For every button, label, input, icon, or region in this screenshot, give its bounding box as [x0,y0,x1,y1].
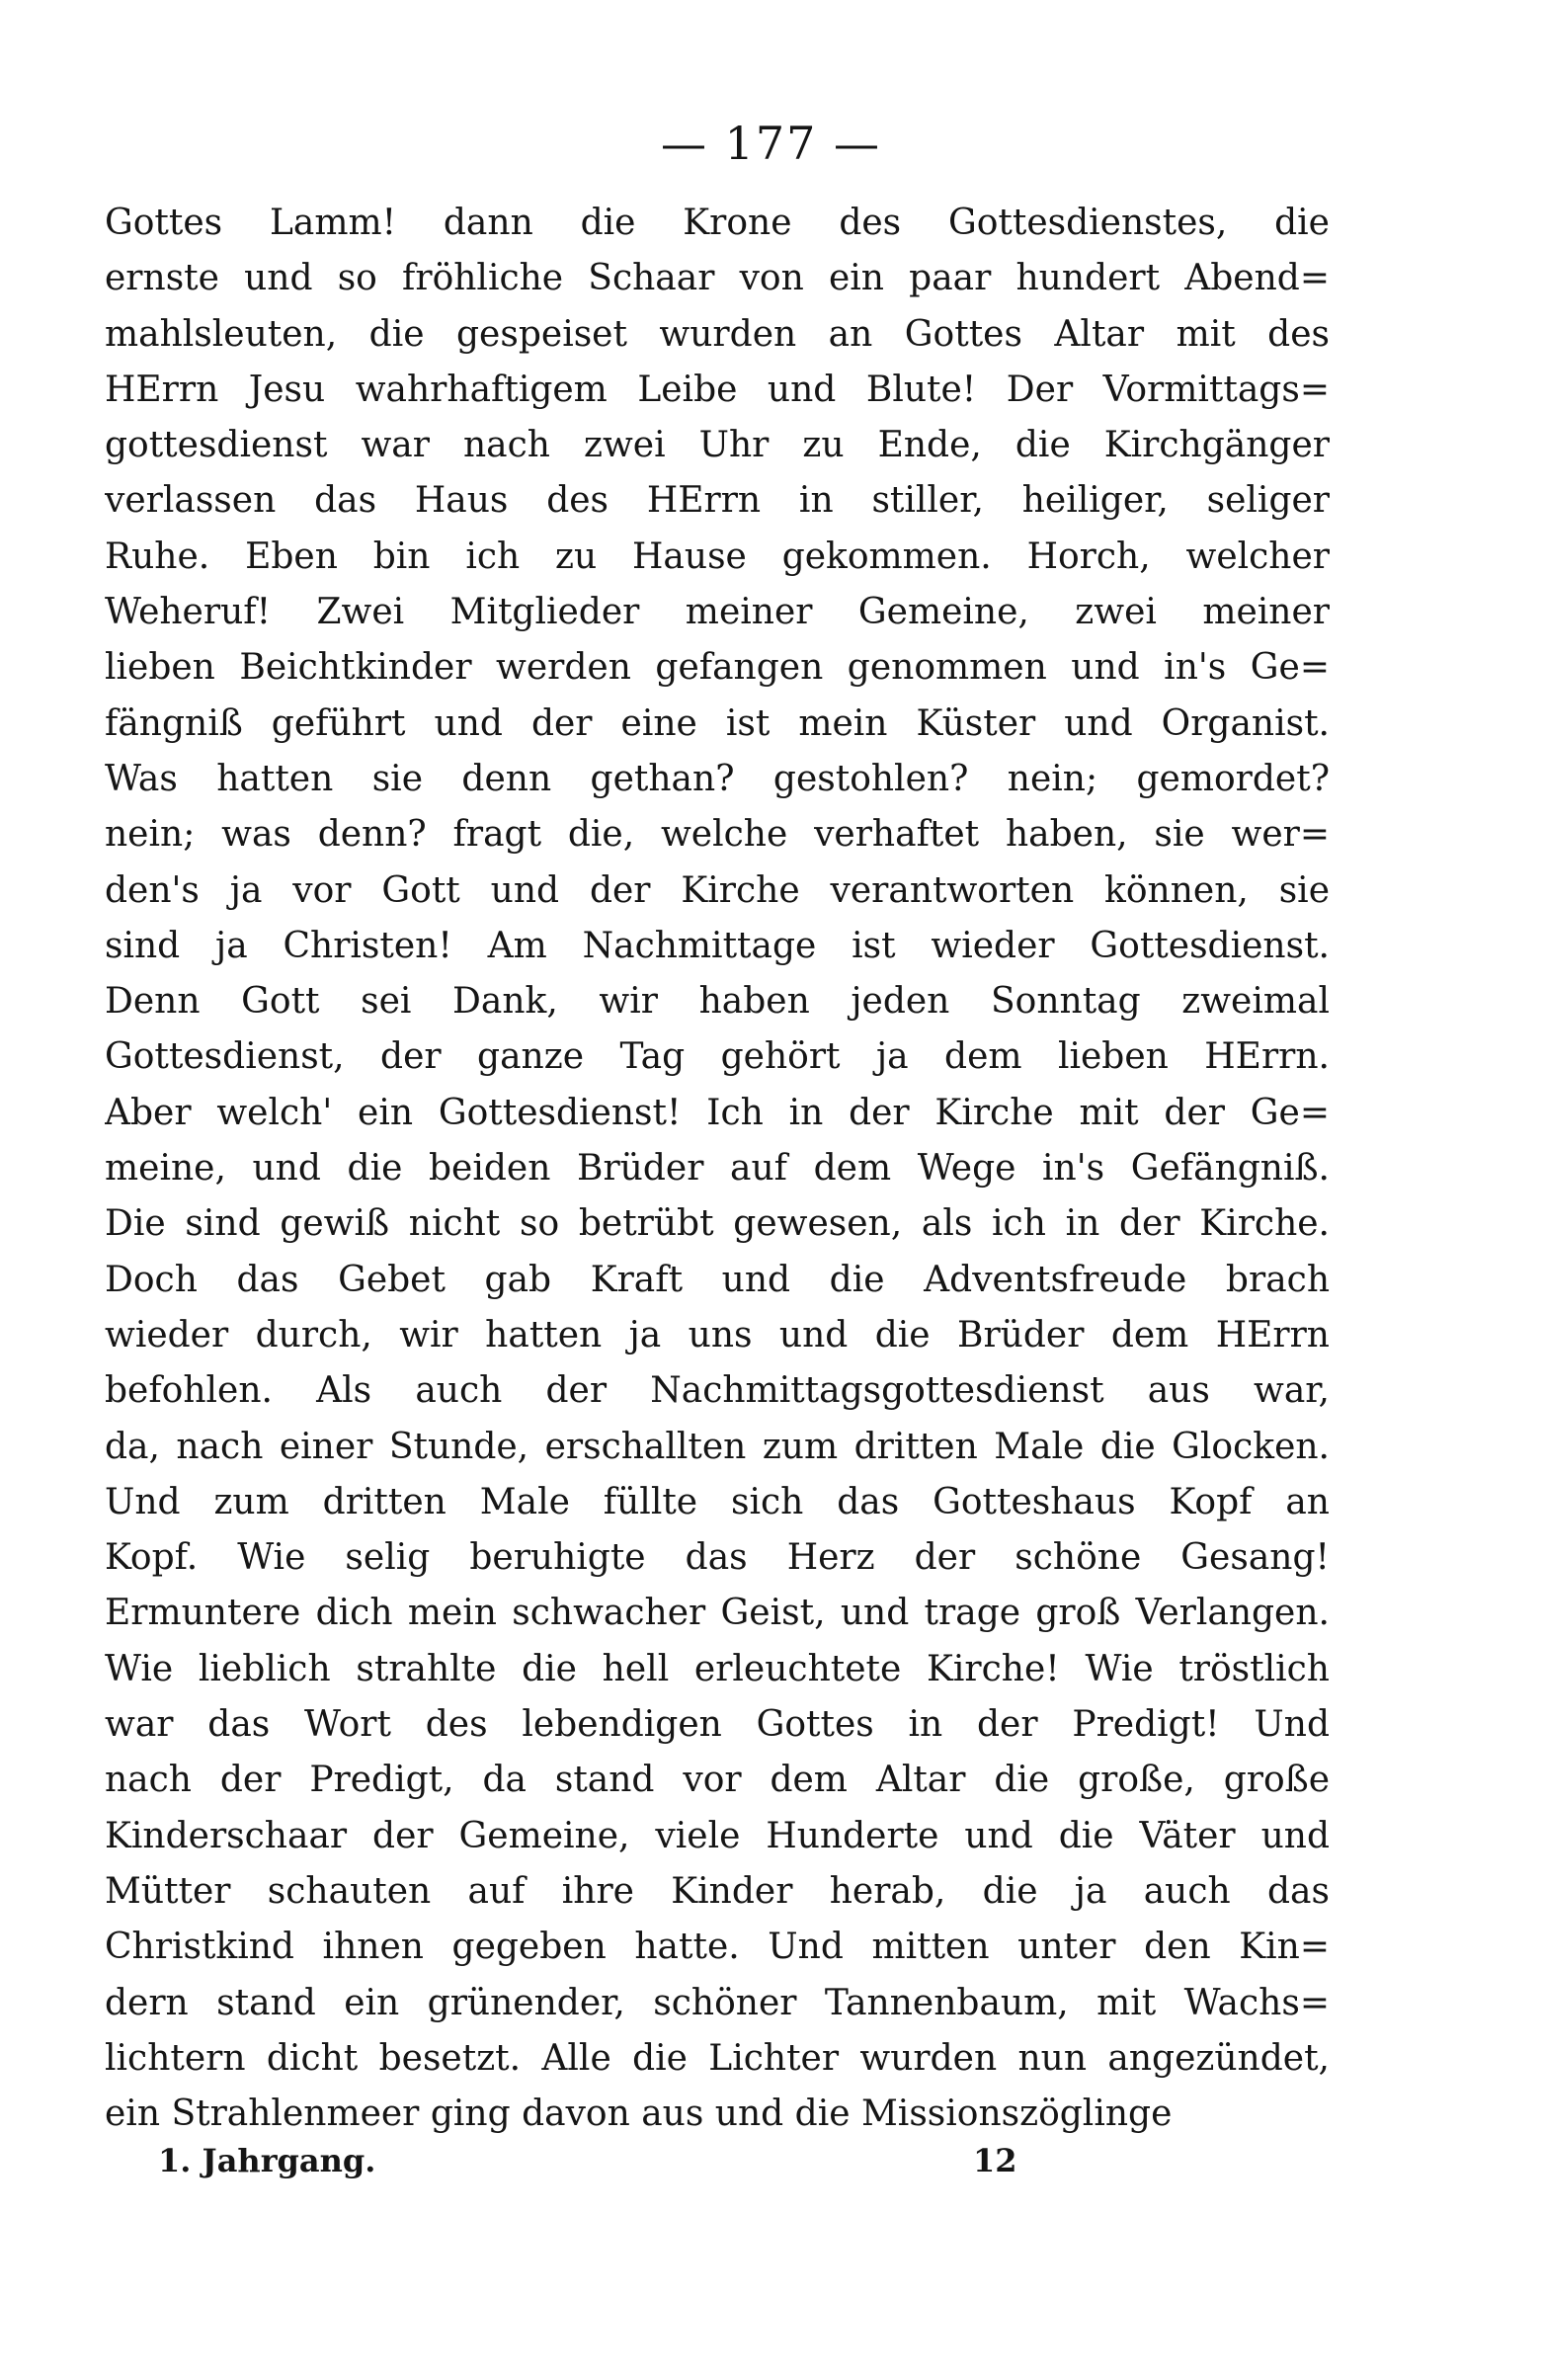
text-line: Und zum dritten Male füllte sich das Gotteshaus Kopf an [105,1481,1330,1522]
text-line: Weheruf! Zwei Mitglieder meiner Gemeine, zwei meiner [105,592,1330,633]
text-line: ernste und so fröhliche Schaar von ein paar hundert Abend= [105,258,1330,299]
text-line: Denn Gott sei Dank, wir haben jeden Sonntag zweimal [105,981,1330,1023]
text-line: verlassen das Haus des HErrn in stiller, heiliger, seliger [105,480,1330,522]
text-line: da, nach einer Stunde, erschallten zum dritten Male die Glocken. [105,1426,1330,1467]
text-line: fängniß geführt und der eine ist mein Küster und Organist. [105,702,1330,744]
text-line: befohlen. Als auch der Nachmittagsgottesdienst aus war, [105,1370,1330,1412]
text-line: Kinderschaar der Gemeine, viele Hunderte und die Väter und [105,1815,1330,1856]
text-line: Ruhe. Eben bin ich zu Hause gekommen. Horch, welcher [105,535,1330,577]
text-line: mahlsleuten, die gespeiset wurden an Gottes Altar mit des [105,313,1330,355]
text-line: Gottesdienst, der ganze Tag gehört ja dem lieben HErrn. [105,1036,1330,1078]
sheet-number: 12 [973,2142,1017,2179]
text-line: nach der Predigt, da stand vor dem Altar die große, große [105,1760,1330,1801]
page-number: — 177 — [660,117,882,170]
text-line: Christkind ihnen gegeben hatte. Und mitten unter den Kin= [105,1927,1330,1968]
text-line: Was hatten sie denn gethan? gestohlen? nein; gemordet? [105,758,1330,799]
text-line: gottesdienst war nach zwei Uhr zu Ende, die Kirchgänger [105,425,1330,466]
text-line: Mütter schauten auf ihre Kinder herab, die ja auch das [105,1870,1330,1912]
body-text [105,196,1330,2142]
text-line: HErrn Jesu wahrhaftigem Leibe und Blute! Der Vormittags= [105,369,1330,410]
text-line: Wie lieblich strahlte die hell erleuchtete Kirche! Wie tröstlich [105,1648,1330,1689]
text-line: dern stand ein grünender, schöner Tannenbaum, mit Wachs= [105,1982,1330,2023]
text-line: lieben Beichtkinder werden gefangen genommen und in's Ge= [105,647,1330,689]
text-line: meine, und die beiden Brüder auf dem Wege in's Gefängniß. [105,1148,1330,1190]
text-line: wieder durch, wir hatten ja uns und die Brüder dem HErrn [105,1314,1330,1355]
text-line: lichtern dicht besetzt. Alle die Lichter wurden nun angezündet, [105,2037,1330,2079]
signature-mark: 1. Jahrgang. [158,2142,376,2179]
text-line: Kopf. Wie selig beruhigte das Herz der schöne Gesang! [105,1537,1330,1579]
text-line: Aber welch' ein Gottesdienst! Ich in der Kirche mit der Ge= [105,1092,1330,1133]
text-line: Gottes Lamm! dann die Krone des Gottesdienstes, die [105,203,1330,243]
text-line: den's ja vor Gott und der Kirche verantworten können, sie [105,869,1330,911]
text-line: Ermuntere dich mein schwacher Geist, und trage groß Verlangen. [105,1593,1330,1634]
text-line: Doch das Gebet gab Kraft und die Adventsfreude brach [105,1259,1330,1300]
text-line: nein; was denn? fragt die, welche verhaftet haben, sie wer= [105,814,1330,856]
text-line: Die sind gewiß nicht so betrübt gewesen, als ich in der Kirche. [105,1203,1330,1245]
page-footer [0,2142,1542,2201]
text-line: war das Wort des lebendigen Gottes in der Predigt! Und [105,1704,1330,1746]
text-line: sind ja Christen! Am Nachmittage ist wieder Gottesdienst. [105,925,1330,966]
text-line: ein Strahlenmeer ging davon aus und die Missionszöglinge [105,2093,1173,2135]
